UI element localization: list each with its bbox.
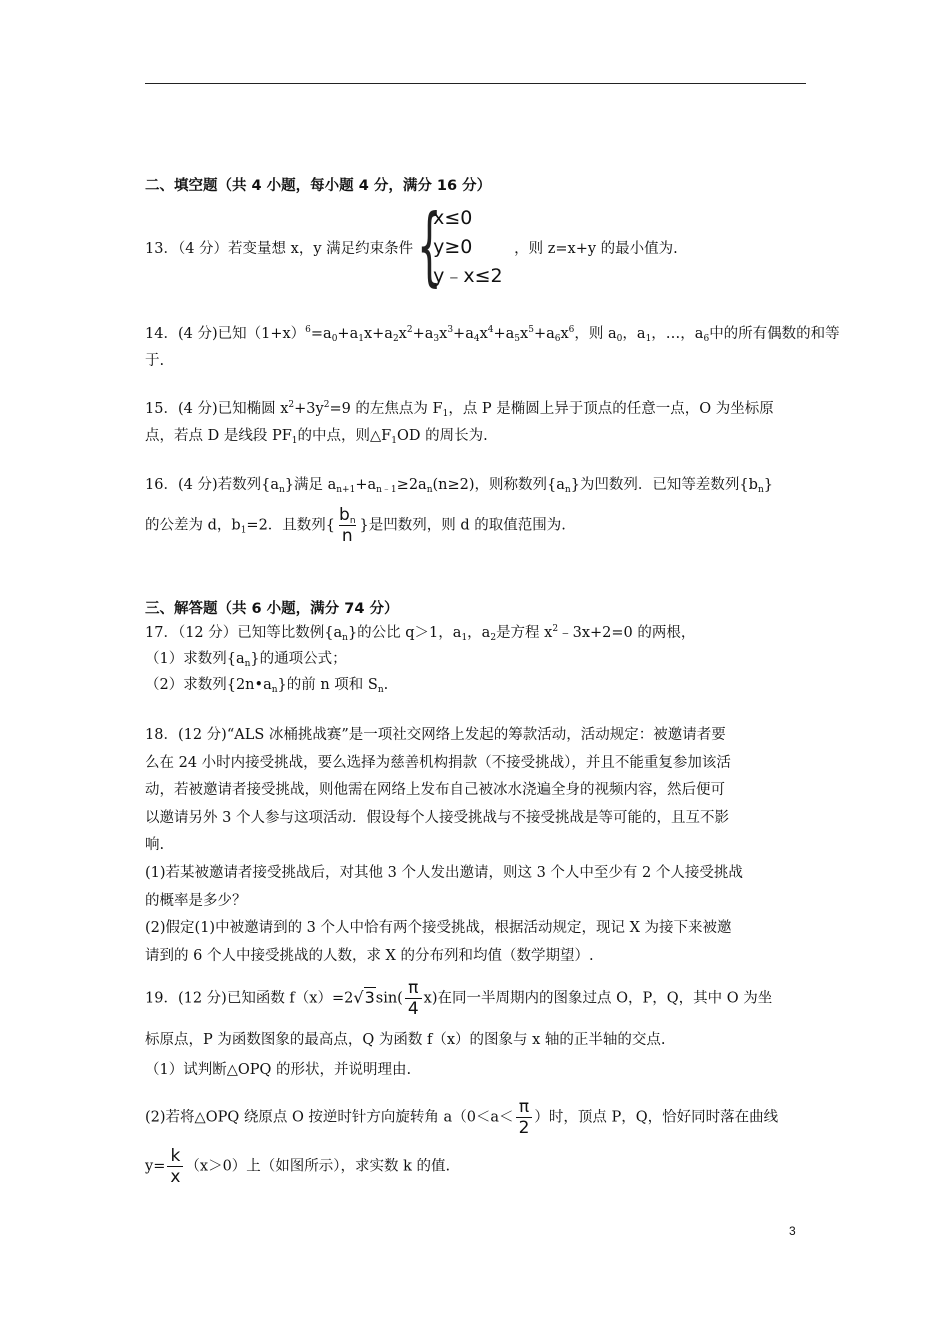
question-14	[145, 321, 840, 375]
constraint-2: y≥0	[433, 236, 473, 258]
q18-line-8: (2)假定(1)中被邀请到的 3 个人中恰有两个接受挑战，根据活动规定，现记 X 为接下来被邀	[145, 920, 732, 937]
question-19	[145, 978, 806, 1187]
fraction-pi-over-4: $\frac{\pi}{4}$	[405, 978, 422, 1019]
q18-line-6: (1)若某被邀请者接受挑战后，对其他 3 个人发出邀请，则这 3 个人中至少有 2 个人接受挑战	[145, 864, 743, 881]
q15-line-2: 点，若点 D 是线段 $PF_1$的中点，则$\triangle F_1OD$ 的周长为.	[145, 428, 488, 446]
q17-line-1: 17．（12 分）已知等比数例$\{a_n\}$的公比 q＞1，$a_1$，$a_2$是方程 $x^2﹣3x+2=0$ 的两根，	[145, 624, 696, 643]
q15-line-1: 15．(4 分)已知椭圆 $x^2+3y^2=9$ 的左焦点为 $F_1$，点 P 是椭圆上异于顶点的任意一点，O 为坐标原	[145, 400, 774, 419]
q17-line-2: （1）求数列$\{a_n\}$的通项公式；	[145, 651, 347, 669]
q19-line-5: y= $\frac{k}{x}$ （x＞0）上（如图所示），求实数 k 的值.	[145, 1146, 451, 1187]
fraction-bn-over-n: $\frac{b_n}{n}$	[339, 505, 356, 546]
page-number: 3	[789, 1224, 796, 1238]
q18-line-5: 响.	[145, 837, 165, 854]
q13-stem: 13．（4 分）若变量想 x，y 满足约束条件	[145, 240, 414, 257]
constraint-system	[417, 196, 512, 296]
q18-line-7: 的概率是多少？	[145, 892, 247, 909]
question-17	[145, 620, 806, 698]
q14-line-1: 14．(4 分)已知$(1+x)^6=a_0+a_1x+a_2x^2+a_3x^3+a_4x^4+a_5x^5+a_6x^6$，则 $a_0$，$a_1$，…，$a_6$中的所有偶数的和等	[145, 325, 840, 344]
q18-line-3: 动，若被邀请者接受挑战，则他需在网络上发布自己被冰水浇遍全身的视频内容，然后便可	[145, 782, 725, 799]
section-2-title: 二、填空题（共 4 小题，每小题 4 分，满分 16 分）	[145, 178, 492, 194]
question-16	[145, 472, 806, 546]
section-3-title: 三、解答题（共 6 小题，满分 74 分）	[145, 601, 399, 617]
sqrt-3: √3	[353, 987, 375, 1007]
q14-line-2: 于.	[145, 353, 165, 369]
q18-line-1: 18．(12 分)“ALS 冰桶挑战赛”是一项社交网络上发起的筹款活动，活动规定：被邀请者要	[145, 727, 726, 743]
q16-line-1: 16．(4 分)若数列$\{a_n\}$满足 $a_{n+1}+a_{n﹣1}\ge 2a_n(n\ge 2)$，则称数列$\{a_n\}$为凹数列．已知等差数列$\{b_n\}$	[145, 477, 773, 495]
q19-line-3: （1）试判断△OPQ 的形状，并说明理由.	[145, 1062, 412, 1078]
question-13	[145, 196, 806, 296]
q13-tail: ，则 z=x+y 的最小值为.	[514, 240, 678, 257]
q17-line-3: （2）求数列$\{2n•a_n\}$的前 n 项和 $S_n$.	[145, 677, 389, 695]
left-brace: {	[417, 196, 442, 296]
question-18	[145, 722, 806, 970]
q16-line-2: 的公差为 d，$b_1=2$．且数列{ $\frac{b_n}{n}$ }是凹数列，则 d 的取值范围为.	[145, 505, 566, 546]
q19-line-1: 19．(12 分)已知函数 f（x）=2√3sin( $\frac{\pi}{4}$ x)在同一半周期内的图象过点 O，P，Q，其中 O 为坐	[145, 978, 773, 1019]
q18-line-4: 以邀请另外 3 个人参与这项活动．假设每个人接受挑战与不接受挑战是等可能的，且互不影	[145, 809, 729, 826]
q19-line-2: 标原点，P 为函数图象的最高点，Q 为函数 f（x）的图象与 x 轴的正半轴的交点.	[145, 1032, 666, 1048]
constraint-1: x≤0	[433, 207, 473, 229]
q18-line-9: 请到的 6 个人中接受挑战的人数，求 X 的分布列和均值（数学期望）.	[145, 947, 594, 964]
q19-line-4: (2)若将△OPQ 绕原点 O 按逆时针方向旋转角 a（0＜a＜ $\frac{\pi}{2}$ ）时，顶点 P，Q，恰好同时落在曲线	[145, 1097, 779, 1138]
fraction-k-over-x: $\frac{k}{x}$	[167, 1146, 183, 1187]
header-rule	[145, 83, 806, 84]
q18-line-2: 么在 24 小时内接受挑战，要么选择为慈善机构捐款（不接受挑战），并且不能重复参加该活	[145, 754, 731, 771]
constraint-3: y﹣x≤2	[433, 265, 503, 287]
question-15	[145, 396, 806, 450]
fraction-pi-over-2: $\frac{\pi}{2}$	[516, 1097, 533, 1138]
